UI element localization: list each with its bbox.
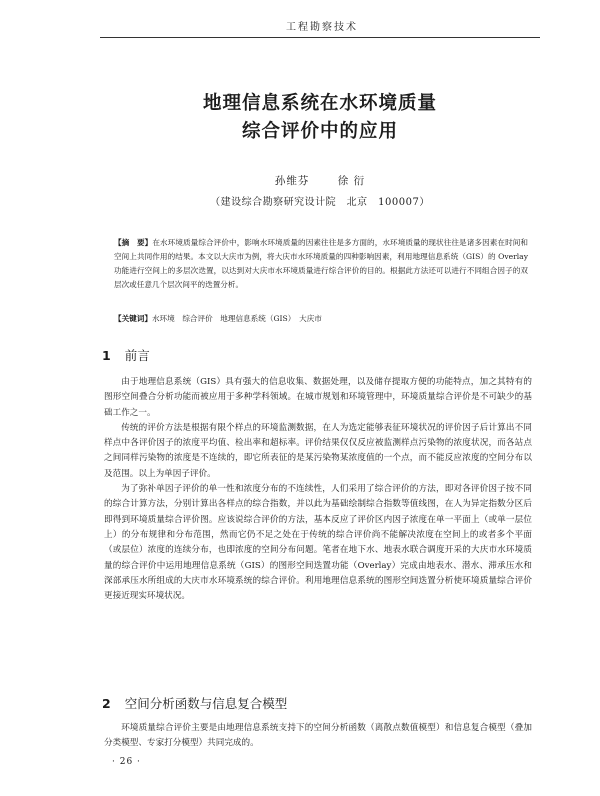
section-2-heading — [102, 695, 287, 713]
article-title — [100, 90, 540, 146]
section-title: 前言 — [124, 348, 150, 363]
title-line-2: 综合评价中的应用 — [241, 121, 398, 142]
author-name: 孙维芬 — [274, 175, 310, 187]
section-number: 2 — [102, 696, 111, 711]
abstract — [114, 236, 528, 292]
author-name: 徐 衍 — [337, 175, 366, 187]
section-title: 空间分析函数与信息复合模型 — [124, 696, 288, 711]
abstract-text: 在水环境质量综合评价中，影响水环境质量的因素往往是多方面的，水环境质量的现状往往是诸多因素在时间和空间上共同作用的结果。本文以大庆市为例，将大庆市水环境质量的四种影响因素，利用地理信息系统（GIS）的 Overlay 功能进行空间上的多层次迭置，以达到对大庆市水环境质量进行综合评价的目的。根据此方法还可以进行不同组合因子的双层次或任意几个层次间平的迭置分析。 — [114, 238, 528, 289]
paragraph: 为了弥补单因子评价的单一性和浓度分布的不连续性，人们采用了综合评价的方法，即对各评价因子按不同的综合计算方法，分别计算出各样点的综合指数，并以此为基础绘制综合指数等值线图，在人为异定指数分区后即得到环境质量综合评价图。应该说综合评价的方法，基本反应了评价区内因子浓度在单一平面上（或单一层位上）的分布规律和分布范围，然而它仍不足之处在于传统的综合评价尚不能解决浓度在空间上的或者多个平面（或层位）浓度的连续分布，也即浓度的空间分布问题。笔者在地下水、地表水联合调度开采的大庆市水环境质量的综合评价中运用地理信息系统（GIS）的图形空间迭置功能（Overlay）完成由地表水、潜水、滞承压水和深部承压水所组成的大庆市水环境系统的综合评价。利用地理信息系统的图形空间迭置分析使环境质量综合评价更接近现实环境状况。 — [104, 484, 532, 602]
section-1-body — [104, 375, 532, 604]
title-line-1: 地理信息系统在水环境质量 — [202, 93, 437, 114]
section-2-body — [104, 721, 532, 752]
abstract-label: 【摘 要】 — [114, 238, 153, 247]
keywords-label: 【关键词】 — [114, 314, 152, 323]
keywords-text: 水环境 综合评价 地理信息系统（GIS） 大庆市 — [151, 314, 322, 323]
header-divider — [100, 37, 540, 38]
journal-section-header: 工程勘察技术 — [286, 22, 358, 33]
keywords — [114, 312, 528, 326]
paragraph: 传统的评价方法是根据有限个样点的环境监测数据，在人为选定能够表征环境状况的评价因子后计算出不同样点中各评价因子的浓度平均值、检出率和超标率。评价结果仅仅反应被监测样点污染物的浓度状况，而各站点之间同样污染物的浓度是不连续的，即它所表征的是某污染物某浓度值的一个点，而不能反应浓度的空间分布以及范围。以上为单因子评价。 — [104, 422, 532, 479]
paragraph: 由于地理信息系统（GIS）具有强大的信息收集、数据处理，以及储存提取方便的功能特点，加之其特有的图形空间叠合分析功能而被应用于多种学科领域。在城市规划和环境管理中，环境质量综合评价是不可缺少的基础工作之一。 — [104, 377, 532, 418]
author-list — [100, 173, 540, 188]
author-affiliation: （建设综合勘察研究设计院 北京 100007） — [210, 197, 430, 208]
section-1-heading — [102, 347, 150, 365]
section-number: 1 — [102, 348, 111, 363]
paragraph: 环境质量综合评价主要是由地理信息系统支持下的空间分析函数（离散点数值模型）和信息复合模型（叠加分类模型、专家打分模型）共同完成的。 — [104, 723, 532, 749]
page-number: · 26 · — [112, 757, 141, 767]
